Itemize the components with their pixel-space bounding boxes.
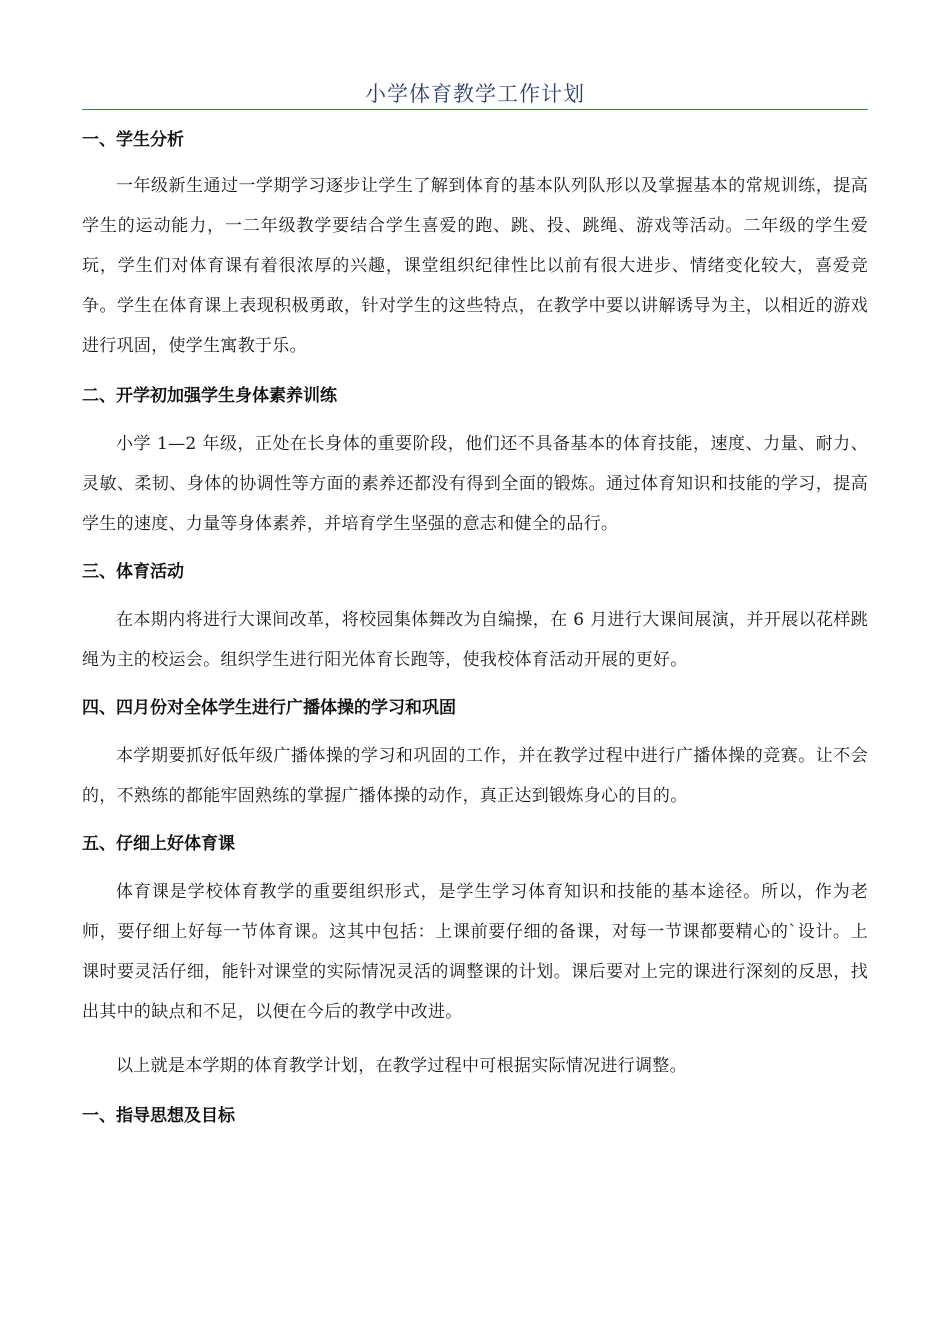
paragraph-student-analysis: 一年级新生通过一学期学习逐步让学生了解到体育的基本队列队形以及掌握基本的常规训练，提高学生的运动能力，一二年级教学要结合学生喜爱的跑、跳、投、跳绳、游戏等活动。二年级的学生爱玩，学生们对体育课有着很浓厚的兴趣，课堂组织纪律性比以前有很大进步、情绪变化较大，喜爱竞争。学生在体育课上表现积极勇敢，针对学生的这些特点，在教学中要以讲解诱导为主，以相近的游戏进行巩固，使学生寓教于乐。 (82, 176, 868, 356)
page-title: 小学体育教学工作计划 (365, 82, 585, 106)
section-heading-sports-activities: 三、体育活动 (82, 562, 184, 582)
title-underline (82, 109, 868, 110)
section-heading-pe-class: 五、仔细上好体育课 (82, 834, 235, 854)
section-heading-physical-training: 二、开学初加强学生身体素养训练 (82, 386, 337, 406)
paragraph-summary: 以上就是本学期的体育教学计划，在教学过程中可根据实际情况进行调整。 (116, 1056, 687, 1076)
paragraph-physical-training: 小学 1—2 年级，正处在长身体的重要阶段，他们还不具备基本的体育技能，速度、力量、耐力、灵敏、柔韧、身体的协调性等方面的素养还都没有得到全面的锻炼。通过体育知识和技能的学习，提高学生的速度、力量等身体素养，并培育学生坚强的意志和健全的品行。 (82, 434, 868, 534)
section-heading-student-analysis: 一、学生分析 (82, 130, 184, 150)
section-heading-guiding-ideology: 一、指导思想及目标 (82, 1106, 235, 1126)
document-body (82, 120, 868, 1128)
paragraph-sports-activities: 在本期内将进行大课间改革，将校园集体舞改为自编操，在 6 月进行大课间展演，并开展以花样跳绳为主的校运会。组织学生进行阳光体育长跑等，使我校体育活动开展的更好。 (82, 610, 868, 670)
section-heading-broadcast-exercise: 四、四月份对全体学生进行广播体操的学习和巩固 (82, 698, 456, 718)
paragraph-pe-class: 体育课是学校体育教学的重要组织形式，是学生学习体育知识和技能的基本途径。所以，作为老师，要仔细上好每一节体育课。这其中包括：上课前要仔细的备课，对每一节课都要精心的`设计。上课时要灵活仔细，能针对课堂的实际情况灵活的调整课的计划。课后要对上完的课进行深刻的反思，找出其中的缺点和不足，以便在今后的教学中改进。 (82, 882, 868, 1022)
paragraph-broadcast-exercise: 本学期要抓好低年级广播体操的学习和巩固的工作，并在教学过程中进行广播体操的竞赛。让不会的，不熟练的都能牢固熟练的掌握广播体操的动作，真正达到锻炼身心的目的。 (82, 746, 868, 806)
